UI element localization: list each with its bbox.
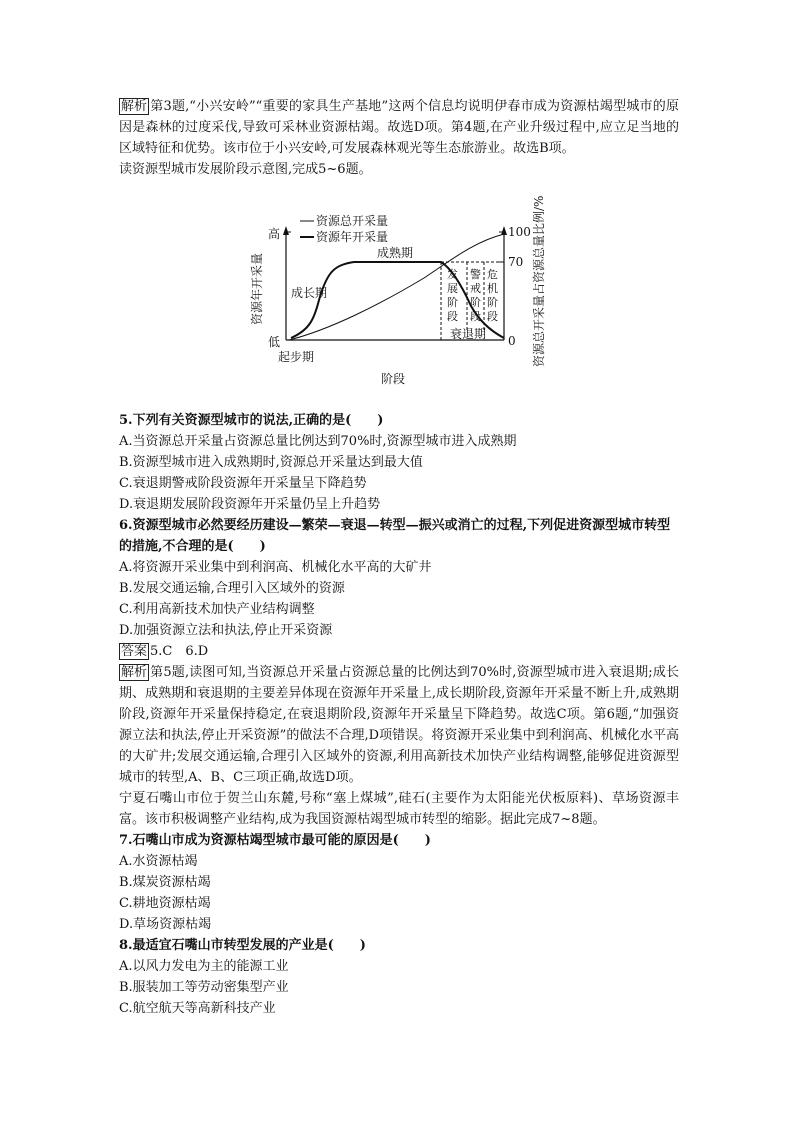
svg-text:阶: 阶	[447, 296, 458, 309]
stage-warn-label	[470, 267, 481, 323]
legend-total-label: 资源总开采量	[316, 214, 389, 228]
question-6: 6.资源型城市必然要经历建设—繁荣—衰退—转型—振兴或消亡的过程,下列促进资源型城市转型的措施,不合理的是( )	[119, 518, 671, 554]
q5-option-c: C.衰退期警戒阶段资源年开采量呈下降趋势	[119, 476, 367, 491]
q5-option-a: A.当资源总开采量占资源总量比例达到70%时,资源型城市进入成熟期	[119, 434, 517, 449]
y-axis-left-label: 资源年开采量	[250, 252, 264, 325]
analysis-3-4	[119, 96, 679, 159]
y-tick-70: 70	[508, 255, 524, 269]
svg-text:段: 段	[447, 310, 458, 323]
resource-city-stage-diagram	[119, 180, 679, 410]
q7-option-b: B.煤炭资源枯竭	[119, 875, 211, 890]
y-axis-right-arrow	[501, 226, 507, 235]
stage-develop-label	[447, 267, 458, 323]
q7-option-c: C.耕地资源枯竭	[119, 896, 211, 911]
stage-crisis-label	[487, 267, 498, 323]
stage-start: 起步期	[278, 350, 315, 364]
analysis-tag: 解析	[121, 665, 148, 680]
q7-option-a: A.水资源枯竭	[119, 854, 198, 869]
svg-text:阶: 阶	[470, 296, 481, 309]
q8-option-c: C.航空航天等高新科技产业	[119, 1001, 276, 1016]
question-5: 5.下列有关资源型城市的说法,正确的是( )	[119, 413, 384, 428]
svg-text:展: 展	[447, 282, 458, 295]
svg-text:发: 发	[447, 268, 458, 281]
svg-text:警: 警	[470, 268, 481, 281]
svg-text:段: 段	[470, 310, 481, 323]
q8-option-a: A.以风力发电为主的能源工业	[119, 959, 289, 974]
y-tick-high: 高	[268, 227, 281, 241]
answer-5-6	[119, 641, 679, 662]
svg-text:段: 段	[487, 310, 498, 323]
analysis-text: 第5题,读图可知,当资源总开采量占资源总量的比例达到70%时,资源型城市进入衰退期;成长期、成熟期和衰退期的主要差异体现在资源年开采量上,成长期阶段,资源年开采量不断上升,成熟期阶段,资源年开采量保持稳定,在衰退期阶段,资源年开采量呈下降趋势。故选C项。第6题,“加强资源立法和执法,停止开采资源”的做法不合理,D项错误。将资源开采业集中到利润高、机械化水平高的大矿井;发展交通运输,合理引入区域外的资源,利用高新技术加快产业结构调整,能够促进资源型城市的转型,A、B、C三项正确,故选D项。	[119, 665, 679, 785]
analysis-text: 第3题,“小兴安岭”“重要的家具生产基地”这两个信息均说明伊春市成为资源枯竭型城市的原因是森林的过度采伐,导致可采林业资源枯竭。故选D项。第4题,在产业升级过程中,应立足当地的区域特征和优势。该市位于小兴安岭,可发展森林观光等生态旅游业。故选B项。	[119, 99, 679, 156]
answer-tag: 答案	[121, 644, 148, 659]
y-tick-100: 100	[508, 225, 531, 239]
stage-growth: 成长期	[291, 286, 328, 300]
q7-option-d: D.草场资源枯竭	[119, 917, 212, 932]
intro-7-8: 宁夏石嘴山市位于贺兰山东麓,号称“塞上煤城”,硅石(主要作为太阳能光伏板原料)、草场资源丰富。该市积极调整产业结构,成为我国资源枯竭型城市转型的缩影。据此完成7~8题。	[119, 791, 679, 827]
svg-text:机: 机	[487, 282, 498, 295]
answer-text: 5.C 6.D	[150, 644, 209, 659]
x-axis-label: 阶段	[381, 372, 406, 386]
legend-annual-label: 资源年开采量	[316, 230, 389, 244]
q5-option-b: B.资源型城市进入成熟期时,资源总开采量达到最大值	[119, 455, 423, 470]
q8-option-b: B.服装加工等劳动密集型产业	[119, 980, 289, 995]
stage-chart-svg	[119, 180, 679, 410]
y-axis-left-arrow	[283, 226, 289, 235]
y-tick-low: 低	[268, 335, 281, 349]
y-axis-right-label: 资源总开采量占资源总量比例/%	[532, 195, 546, 367]
q6-option-b: B.发展交通运输,合理引入区域外的资源	[119, 581, 345, 596]
stage-mature: 成熟期	[377, 246, 414, 260]
svg-text:危: 危	[487, 268, 498, 281]
intro-5-6: 读资源型城市发展阶段示意图,完成5~6题。	[119, 162, 372, 177]
svg-text:戒: 戒	[470, 282, 481, 295]
q6-option-c: C.利用高新技术加快产业结构调整	[119, 602, 315, 617]
stage-decline: 衰退期	[450, 327, 487, 341]
svg-text:阶: 阶	[487, 296, 498, 309]
analysis-5-6	[119, 662, 679, 788]
question-7: 7.石嘴山市成为资源枯竭型城市最可能的原因是( )	[119, 833, 431, 848]
q5-option-d: D.衰退期发展阶段资源年开采量仍呈上升趋势	[119, 497, 381, 512]
question-8: 8.最适宜石嘴山市转型发展的产业是( )	[119, 938, 366, 953]
y-tick-0: 0	[508, 334, 516, 348]
q6-option-a: A.将资源开采业集中到利润高、机械化水平高的大矿井	[119, 560, 432, 575]
analysis-tag: 解析	[121, 99, 148, 114]
exam-page	[119, 96, 679, 1019]
q6-option-d: D.加强资源立法和执法,停止开采资源	[119, 623, 333, 638]
